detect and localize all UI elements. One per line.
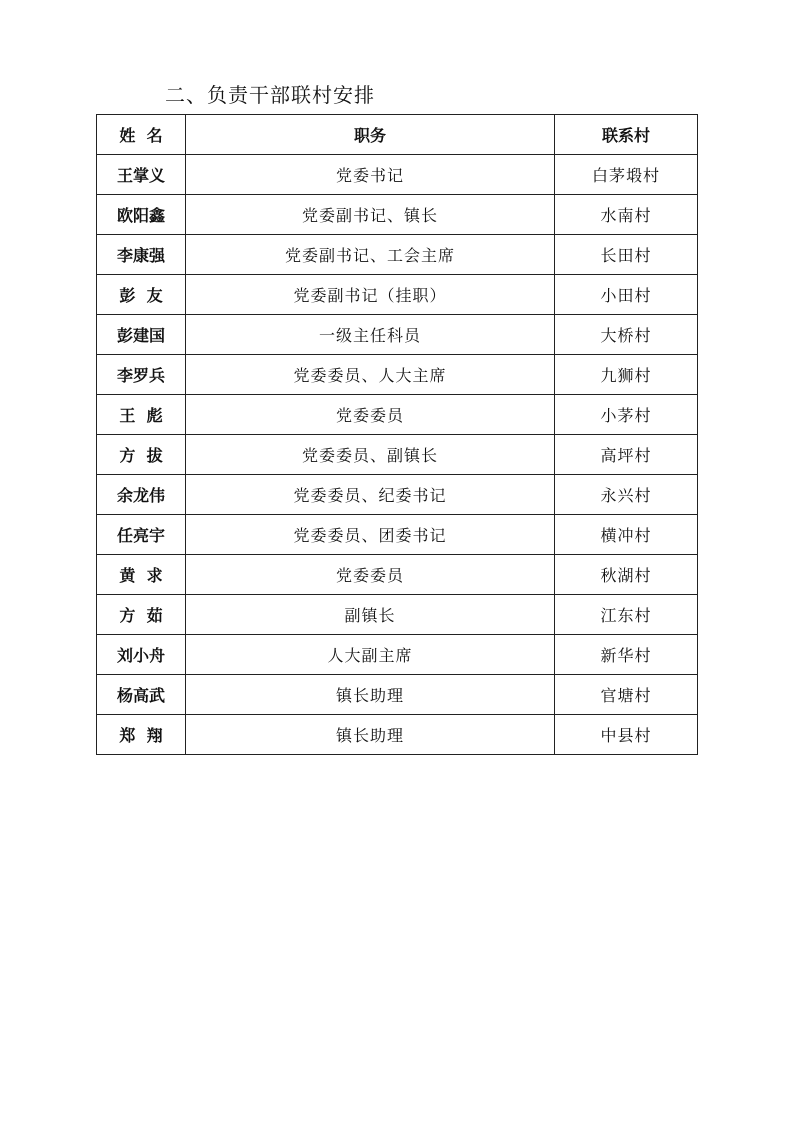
table-row	[97, 635, 698, 675]
table-row	[97, 595, 698, 635]
cell-name: 杨高武	[97, 675, 186, 715]
cell-name: 王 彪	[97, 395, 186, 435]
cell-duty: 镇长助理	[186, 715, 555, 755]
cell-village: 小茅村	[555, 395, 698, 435]
cell-name: 王掌义	[97, 155, 186, 195]
cell-village: 小田村	[555, 275, 698, 315]
cell-village: 江东村	[555, 595, 698, 635]
cell-duty: 党委委员	[186, 395, 555, 435]
cell-duty: 党委书记	[186, 155, 555, 195]
table-header-row	[97, 115, 698, 155]
cell-village: 秋湖村	[555, 555, 698, 595]
table-row	[97, 715, 698, 755]
table-row	[97, 435, 698, 475]
liaison-table	[96, 114, 698, 755]
table-row	[97, 555, 698, 595]
cell-village: 中县村	[555, 715, 698, 755]
cell-village: 永兴村	[555, 475, 698, 515]
cell-duty: 党委委员、纪委书记	[186, 475, 555, 515]
cell-duty: 党委委员	[186, 555, 555, 595]
cell-name: 刘小舟	[97, 635, 186, 675]
cell-name: 李康强	[97, 235, 186, 275]
table-row	[97, 155, 698, 195]
cell-duty: 镇长助理	[186, 675, 555, 715]
table-row	[97, 195, 698, 235]
header-village: 联系村	[555, 115, 698, 155]
cell-village: 新华村	[555, 635, 698, 675]
cell-name: 黄 求	[97, 555, 186, 595]
cell-name: 彭 友	[97, 275, 186, 315]
cell-village: 白茅塅村	[555, 155, 698, 195]
cell-duty: 党委委员、副镇长	[186, 435, 555, 475]
cell-duty: 副镇长	[186, 595, 555, 635]
table-row	[97, 675, 698, 715]
cell-duty: 人大副主席	[186, 635, 555, 675]
cell-duty: 一级主任科员	[186, 315, 555, 355]
table-row	[97, 235, 698, 275]
cell-duty: 党委副书记、工会主席	[186, 235, 555, 275]
header-duty: 职务	[186, 115, 555, 155]
table-row	[97, 275, 698, 315]
cell-village: 水南村	[555, 195, 698, 235]
table-row	[97, 515, 698, 555]
cell-name: 方 茹	[97, 595, 186, 635]
cell-name: 彭建国	[97, 315, 186, 355]
section-title: 二、负责干部联村安排	[165, 83, 375, 107]
table-row	[97, 395, 698, 435]
cell-village: 九狮村	[555, 355, 698, 395]
cell-village: 横冲村	[555, 515, 698, 555]
cell-name: 方 拔	[97, 435, 186, 475]
cell-village: 官塘村	[555, 675, 698, 715]
cell-village: 高坪村	[555, 435, 698, 475]
cell-duty: 党委委员、人大主席	[186, 355, 555, 395]
cell-name: 欧阳鑫	[97, 195, 186, 235]
table-row	[97, 475, 698, 515]
cell-village: 大桥村	[555, 315, 698, 355]
cell-duty: 党委副书记（挂职）	[186, 275, 555, 315]
table-row	[97, 315, 698, 355]
header-name: 姓 名	[97, 115, 186, 155]
cell-village: 长田村	[555, 235, 698, 275]
cell-name: 郑 翔	[97, 715, 186, 755]
cell-name: 任亮宇	[97, 515, 186, 555]
cell-duty: 党委委员、团委书记	[186, 515, 555, 555]
cell-name: 余龙伟	[97, 475, 186, 515]
cell-duty: 党委副书记、镇长	[186, 195, 555, 235]
table-row	[97, 355, 698, 395]
cell-name: 李罗兵	[97, 355, 186, 395]
